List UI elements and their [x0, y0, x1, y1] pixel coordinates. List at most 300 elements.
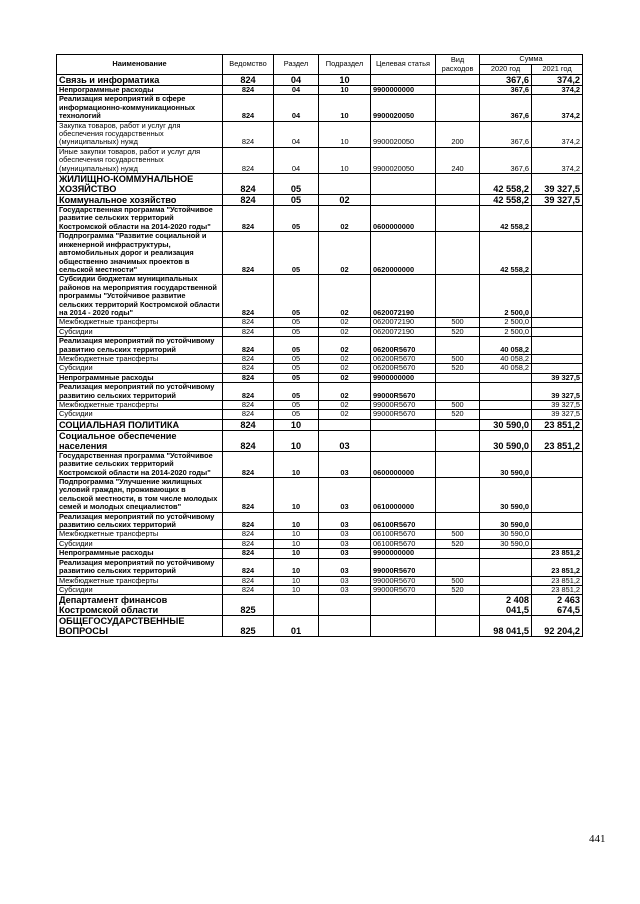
header-sum: Сумма	[480, 55, 583, 65]
cell-exp-type: 200	[436, 121, 480, 147]
cell-subsection: 03	[319, 558, 371, 576]
cell-dept: 825	[223, 595, 274, 616]
cell-name: Закупка товаров, работ и услуг для обеспечения государственных (муниципальных) нужд	[57, 121, 223, 147]
cell-exp-type	[436, 430, 480, 451]
cell-exp-type: 240	[436, 147, 480, 173]
cell-exp-type	[436, 558, 480, 576]
cell-name: Межбюджетные трансферты	[57, 576, 223, 585]
cell-2020: 367,6	[480, 86, 532, 95]
cell-subsection: 03	[319, 576, 371, 585]
table-row	[57, 539, 583, 548]
budget-document	[56, 54, 582, 637]
cell-exp-type	[436, 174, 480, 195]
cell-dept: 824	[223, 451, 274, 477]
cell-2021	[532, 327, 583, 336]
cell-section: 10	[274, 419, 319, 430]
cell-dept: 824	[223, 401, 274, 410]
cell-exp-type	[436, 478, 480, 513]
cell-2020: 42 558,2	[480, 232, 532, 275]
header-2021: 2021 год	[532, 65, 583, 75]
cell-2020	[480, 373, 532, 382]
cell-dept: 824	[223, 585, 274, 594]
cell-target: 06100R5670	[371, 539, 436, 548]
cell-target: 0620072190	[371, 275, 436, 318]
cell-target: 99000R5670	[371, 576, 436, 585]
cell-name: Связь и информатика	[57, 75, 223, 86]
cell-2020: 42 558,2	[480, 174, 532, 195]
cell-section: 10	[274, 430, 319, 451]
table-row	[57, 585, 583, 594]
cell-2021: 39 327,5	[532, 401, 583, 410]
cell-subsection: 02	[319, 327, 371, 336]
cell-subsection: 03	[319, 451, 371, 477]
cell-subsection: 03	[319, 539, 371, 548]
cell-section: 10	[274, 558, 319, 576]
cell-subsection	[319, 595, 371, 616]
cell-name: Субсидии	[57, 327, 223, 336]
cell-dept: 824	[223, 549, 274, 558]
cell-target: 99000R5670	[371, 558, 436, 576]
cell-target: 9900000000	[371, 549, 436, 558]
cell-dept: 824	[223, 232, 274, 275]
cell-section: 05	[274, 373, 319, 382]
header-dept: Ведомство	[223, 55, 274, 75]
cell-target: 9900000000	[371, 373, 436, 382]
cell-2021: 374,2	[532, 147, 583, 173]
cell-exp-type	[436, 512, 480, 530]
cell-dept: 824	[223, 354, 274, 363]
cell-2021: 39 327,5	[532, 383, 583, 401]
cell-section: 04	[274, 75, 319, 86]
cell-2020	[480, 401, 532, 410]
cell-subsection: 02	[319, 410, 371, 419]
cell-name: Реализация мероприятий по устойчивому развитию сельских территорий	[57, 558, 223, 576]
header-2020: 2020 год	[480, 65, 532, 75]
cell-target: 06200R5670	[371, 354, 436, 363]
cell-section: 10	[274, 478, 319, 513]
cell-2021: 39 327,5	[532, 373, 583, 382]
cell-exp-type	[436, 337, 480, 355]
table-row	[57, 558, 583, 576]
cell-dept: 824	[223, 558, 274, 576]
cell-exp-type: 500	[436, 530, 480, 539]
cell-name: Реализация мероприятий по устойчивому развитию сельских территорий	[57, 383, 223, 401]
header-name: Наименование	[57, 55, 223, 75]
table-row	[57, 512, 583, 530]
cell-2020	[480, 576, 532, 585]
cell-2020: 30 590,0	[480, 530, 532, 539]
cell-section: 04	[274, 95, 319, 121]
cell-exp-type	[436, 206, 480, 232]
cell-2021: 23 851,2	[532, 430, 583, 451]
cell-exp-type: 520	[436, 364, 480, 373]
cell-target: 06100R5670	[371, 530, 436, 539]
cell-2020	[480, 383, 532, 401]
cell-2021: 2 463 674,5	[532, 595, 583, 616]
cell-dept: 824	[223, 147, 274, 173]
cell-name: Непрограммные расходы	[57, 549, 223, 558]
table-row	[57, 451, 583, 477]
cell-2021	[532, 206, 583, 232]
cell-subsection	[319, 616, 371, 637]
cell-target	[371, 430, 436, 451]
cell-2020	[480, 410, 532, 419]
cell-2020: 2 408 041,5	[480, 595, 532, 616]
cell-2020: 367,6	[480, 75, 532, 86]
cell-2020: 40 058,2	[480, 364, 532, 373]
cell-section: 05	[274, 232, 319, 275]
cell-2020: 2 500,0	[480, 327, 532, 336]
cell-target: 99000R5670	[371, 410, 436, 419]
cell-subsection: 03	[319, 549, 371, 558]
cell-2021	[532, 232, 583, 275]
cell-target: 9900000000	[371, 86, 436, 95]
cell-2020: 367,6	[480, 95, 532, 121]
cell-section: 05	[274, 174, 319, 195]
cell-exp-type	[436, 75, 480, 86]
page-number: 441	[589, 833, 606, 845]
cell-dept: 824	[223, 95, 274, 121]
cell-subsection: 02	[319, 337, 371, 355]
cell-exp-type	[436, 549, 480, 558]
cell-section: 10	[274, 539, 319, 548]
cell-2021	[532, 337, 583, 355]
cell-subsection: 02	[319, 206, 371, 232]
cell-2021: 23 851,2	[532, 585, 583, 594]
cell-subsection: 02	[319, 364, 371, 373]
cell-subsection: 10	[319, 75, 371, 86]
cell-target: 99000R5670	[371, 401, 436, 410]
table-row	[57, 121, 583, 147]
cell-exp-type: 500	[436, 401, 480, 410]
cell-subsection: 02	[319, 275, 371, 318]
cell-2020: 30 590,0	[480, 512, 532, 530]
cell-name: Реализация мероприятий в сфере информационно-коммуникационных технологий	[57, 95, 223, 121]
cell-dept: 824	[223, 530, 274, 539]
cell-2020: 30 590,0	[480, 451, 532, 477]
cell-dept: 824	[223, 576, 274, 585]
cell-target: 0620072190	[371, 327, 436, 336]
cell-2021	[532, 530, 583, 539]
cell-exp-type: 520	[436, 539, 480, 548]
table-row	[57, 595, 583, 616]
cell-exp-type	[436, 195, 480, 206]
cell-target: 0620000000	[371, 232, 436, 275]
cell-2021: 374,2	[532, 86, 583, 95]
cell-name: Межбюджетные трансферты	[57, 530, 223, 539]
cell-subsection: 02	[319, 383, 371, 401]
cell-subsection: 10	[319, 147, 371, 173]
cell-dept: 824	[223, 75, 274, 86]
cell-dept: 824	[223, 275, 274, 318]
cell-2020: 30 590,0	[480, 478, 532, 513]
cell-dept: 824	[223, 206, 274, 232]
cell-dept: 824	[223, 419, 274, 430]
cell-section: 10	[274, 451, 319, 477]
cell-subsection: 02	[319, 401, 371, 410]
cell-subsection: 03	[319, 430, 371, 451]
table-row	[57, 410, 583, 419]
cell-exp-type	[436, 95, 480, 121]
cell-dept: 824	[223, 121, 274, 147]
cell-2020: 30 590,0	[480, 419, 532, 430]
cell-2020: 30 590,0	[480, 430, 532, 451]
cell-section: 01	[274, 616, 319, 637]
cell-2021: 23 851,2	[532, 558, 583, 576]
cell-2020: 367,6	[480, 147, 532, 173]
cell-exp-type	[436, 232, 480, 275]
cell-2021	[532, 354, 583, 363]
cell-2021	[532, 275, 583, 318]
header-target: Целевая статья	[371, 55, 436, 75]
cell-2021: 374,2	[532, 95, 583, 121]
cell-name: Иные закупки товаров, работ и услуг для обеспечения государственных (муниципальных) нужд	[57, 147, 223, 173]
cell-subsection: 10	[319, 121, 371, 147]
cell-target: 06100R5670	[371, 512, 436, 530]
cell-section: 05	[274, 206, 319, 232]
cell-name: Непрограммные расходы	[57, 373, 223, 382]
cell-exp-type	[436, 383, 480, 401]
cell-dept: 824	[223, 86, 274, 95]
cell-target: 0610000000	[371, 478, 436, 513]
cell-name: ОБЩЕГОСУДАРСТВЕННЫЕ ВОПРОСЫ	[57, 616, 223, 637]
cell-subsection: 10	[319, 95, 371, 121]
cell-2020: 2 500,0	[480, 275, 532, 318]
cell-2021	[532, 318, 583, 327]
cell-name: Межбюджетные трансферты	[57, 354, 223, 363]
cell-2020: 367,6	[480, 121, 532, 147]
table-row	[57, 275, 583, 318]
cell-dept: 824	[223, 512, 274, 530]
cell-2020: 42 558,2	[480, 195, 532, 206]
cell-section: 05	[274, 337, 319, 355]
cell-section: 05	[274, 364, 319, 373]
cell-target: 99000R5670	[371, 585, 436, 594]
cell-2020	[480, 585, 532, 594]
cell-exp-type: 500	[436, 318, 480, 327]
cell-section: 05	[274, 383, 319, 401]
cell-name: Субсидии	[57, 410, 223, 419]
cell-name: Непрограммные расходы	[57, 86, 223, 95]
cell-target	[371, 616, 436, 637]
cell-section: 10	[274, 530, 319, 539]
table-row	[57, 373, 583, 382]
header-exp-type: Вид расходов	[436, 55, 480, 75]
cell-exp-type	[436, 373, 480, 382]
cell-section: 04	[274, 147, 319, 173]
cell-dept: 824	[223, 383, 274, 401]
cell-2021	[532, 451, 583, 477]
cell-name: ЖИЛИЩНО-КОММУНАЛЬНОЕ ХОЗЯЙСТВО	[57, 174, 223, 195]
cell-2021: 23 851,2	[532, 576, 583, 585]
cell-exp-type	[436, 86, 480, 95]
cell-subsection: 03	[319, 512, 371, 530]
cell-name: Реализация мероприятий по устойчивому развитию сельских территорий	[57, 512, 223, 530]
cell-name: Реализация мероприятий по устойчивому развитию сельских территорий	[57, 337, 223, 355]
cell-name: Подпрограмма "Развитие социальной и инженерной инфраструктуры, автомобильных дорог и реализация общественно значимых проектов в сельской местности"	[57, 232, 223, 275]
cell-name: Социальное обеспечение населения	[57, 430, 223, 451]
table-row	[57, 530, 583, 539]
cell-exp-type: 520	[436, 585, 480, 594]
table-row	[57, 174, 583, 195]
table-row	[57, 383, 583, 401]
cell-name: СОЦИАЛЬНАЯ ПОЛИТИКА	[57, 419, 223, 430]
header-subsection: Подраздел	[319, 55, 371, 75]
cell-target: 06200R5670	[371, 337, 436, 355]
table-row	[57, 318, 583, 327]
cell-2020: 30 590,0	[480, 539, 532, 548]
cell-2020: 98 041,5	[480, 616, 532, 637]
table-row	[57, 354, 583, 363]
cell-exp-type	[436, 616, 480, 637]
cell-subsection: 03	[319, 585, 371, 594]
cell-section: 10	[274, 512, 319, 530]
cell-dept: 824	[223, 318, 274, 327]
cell-dept: 824	[223, 539, 274, 548]
table-row	[57, 95, 583, 121]
cell-target	[371, 75, 436, 86]
cell-name: Субсидии бюджетам муниципальных районов на мероприятия государственной программы "Устойчивое развитие сельских территорий Костромской области на 2014 - 2020 годы"	[57, 275, 223, 318]
cell-2021: 23 851,2	[532, 549, 583, 558]
table-row	[57, 478, 583, 513]
cell-target: 9900020050	[371, 95, 436, 121]
table-row	[57, 327, 583, 336]
cell-subsection: 10	[319, 86, 371, 95]
cell-2020: 2 500,0	[480, 318, 532, 327]
cell-name: Субсидии	[57, 585, 223, 594]
cell-section: 05	[274, 195, 319, 206]
table-row	[57, 147, 583, 173]
cell-section: 05	[274, 318, 319, 327]
cell-name: Субсидии	[57, 364, 223, 373]
cell-subsection: 02	[319, 195, 371, 206]
table-row	[57, 206, 583, 232]
cell-name: Государственная программа "Устойчивое развитие сельских территорий Костромской области на 2014-2020 годы"	[57, 451, 223, 477]
cell-exp-type	[436, 595, 480, 616]
cell-name: Государственная программа "Устойчивое развитие сельских территорий Костромской области на 2014-2020 годы"	[57, 206, 223, 232]
cell-exp-type	[436, 419, 480, 430]
cell-section: 10	[274, 576, 319, 585]
cell-subsection: 02	[319, 354, 371, 363]
cell-dept: 824	[223, 410, 274, 419]
cell-section: 05	[274, 275, 319, 318]
cell-subsection: 03	[319, 530, 371, 539]
cell-2021	[532, 539, 583, 548]
cell-subsection: 03	[319, 478, 371, 513]
table-row	[57, 430, 583, 451]
cell-exp-type: 500	[436, 354, 480, 363]
cell-target: 0620072190	[371, 318, 436, 327]
cell-dept: 824	[223, 430, 274, 451]
cell-name: Субсидии	[57, 539, 223, 548]
cell-name: Межбюджетные трансферты	[57, 318, 223, 327]
table-row	[57, 75, 583, 86]
table-row	[57, 419, 583, 430]
cell-subsection	[319, 174, 371, 195]
cell-subsection: 02	[319, 232, 371, 275]
table-row	[57, 364, 583, 373]
cell-target: 9900020050	[371, 121, 436, 147]
cell-target	[371, 595, 436, 616]
cell-2020: 42 558,2	[480, 206, 532, 232]
table-row	[57, 86, 583, 95]
cell-name: Межбюджетные трансферты	[57, 401, 223, 410]
cell-2020	[480, 549, 532, 558]
cell-2021	[532, 478, 583, 513]
cell-exp-type	[436, 275, 480, 318]
cell-2021: 374,2	[532, 121, 583, 147]
cell-section: 05	[274, 327, 319, 336]
cell-section: 10	[274, 549, 319, 558]
cell-2021: 39 327,5	[532, 410, 583, 419]
cell-target: 0600000000	[371, 206, 436, 232]
cell-subsection	[319, 419, 371, 430]
cell-dept: 824	[223, 327, 274, 336]
cell-section: 05	[274, 410, 319, 419]
cell-2021: 39 327,5	[532, 174, 583, 195]
cell-dept: 824	[223, 174, 274, 195]
cell-name: Коммунальное хозяйство	[57, 195, 223, 206]
table-body	[57, 75, 583, 637]
table-row	[57, 337, 583, 355]
cell-exp-type: 500	[436, 576, 480, 585]
cell-section: 04	[274, 86, 319, 95]
table-row	[57, 232, 583, 275]
cell-section	[274, 595, 319, 616]
cell-2020: 40 058,2	[480, 354, 532, 363]
cell-name: Департамент финансов Костромской области	[57, 595, 223, 616]
header-section: Раздел	[274, 55, 319, 75]
cell-subsection: 02	[319, 318, 371, 327]
cell-target	[371, 195, 436, 206]
cell-dept: 825	[223, 616, 274, 637]
cell-section: 10	[274, 585, 319, 594]
cell-target: 06200R5670	[371, 364, 436, 373]
cell-target	[371, 419, 436, 430]
table-header-row	[57, 55, 583, 65]
cell-name: Подпрограмма "Улучшение жилищных условий граждан, проживающих в сельской местности, в том числе молодых семей и молодых специалистов"	[57, 478, 223, 513]
cell-2020	[480, 558, 532, 576]
cell-target: 9900020050	[371, 147, 436, 173]
cell-dept: 824	[223, 195, 274, 206]
table-row	[57, 195, 583, 206]
table-row	[57, 616, 583, 637]
budget-table	[56, 54, 583, 637]
cell-2021	[532, 364, 583, 373]
cell-dept: 824	[223, 478, 274, 513]
cell-exp-type	[436, 451, 480, 477]
cell-2021: 92 204,2	[532, 616, 583, 637]
cell-2021	[532, 512, 583, 530]
cell-target	[371, 174, 436, 195]
cell-dept: 824	[223, 337, 274, 355]
cell-2021: 39 327,5	[532, 195, 583, 206]
cell-section: 05	[274, 354, 319, 363]
cell-section: 04	[274, 121, 319, 147]
cell-target: 99000R5670	[371, 383, 436, 401]
cell-section: 05	[274, 401, 319, 410]
table-row	[57, 549, 583, 558]
cell-2021: 374,2	[532, 75, 583, 86]
cell-exp-type: 520	[436, 410, 480, 419]
cell-dept: 824	[223, 373, 274, 382]
cell-exp-type: 520	[436, 327, 480, 336]
cell-dept: 824	[223, 364, 274, 373]
cell-2021: 23 851,2	[532, 419, 583, 430]
cell-target: 0600000000	[371, 451, 436, 477]
table-row	[57, 576, 583, 585]
cell-subsection: 02	[319, 373, 371, 382]
